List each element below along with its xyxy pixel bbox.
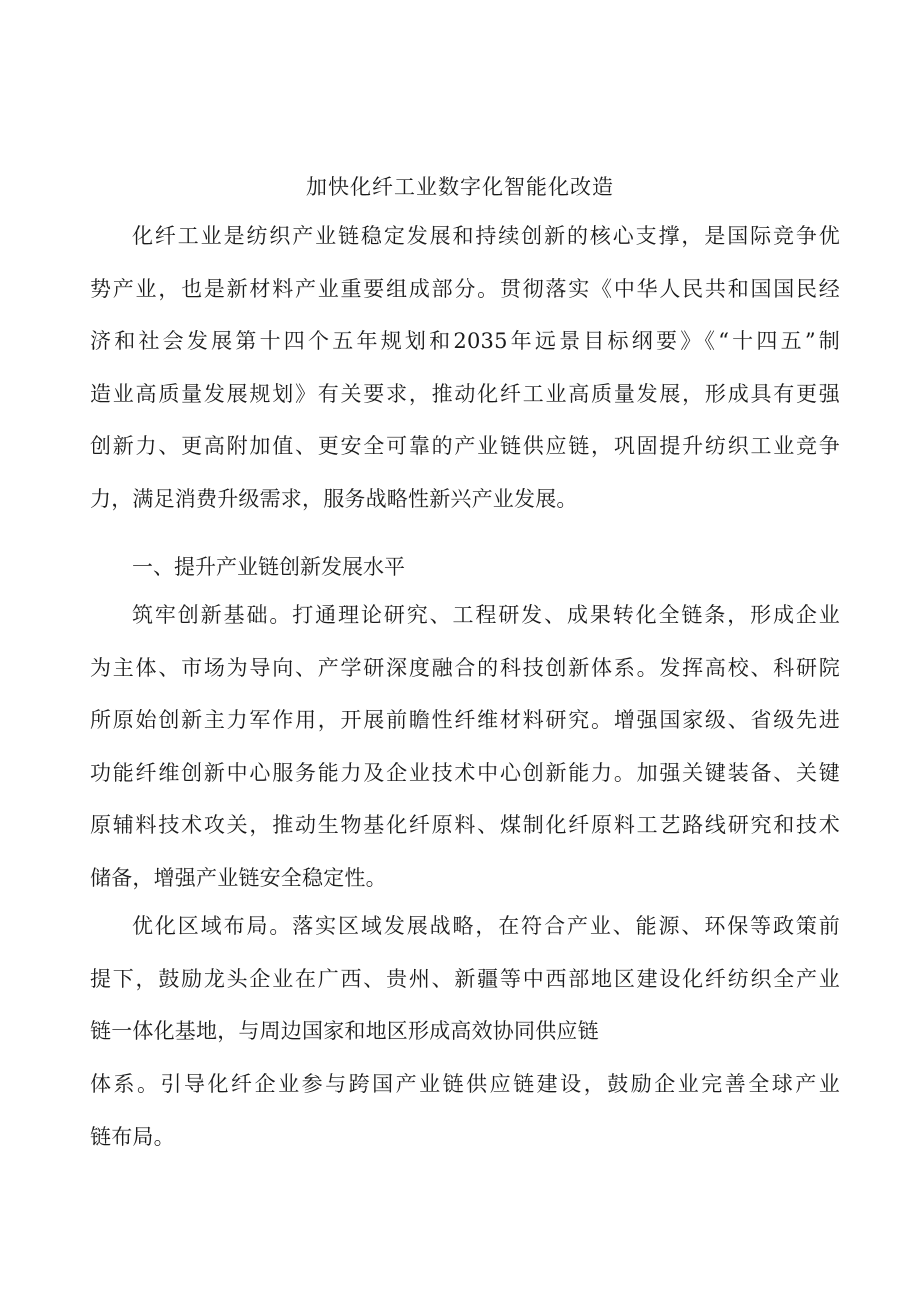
section-heading-1: 一、提升产业链创新发展水平 — [132, 555, 405, 579]
innovation-line-6: 储备，增强产业链安全稳定性。 — [90, 865, 387, 890]
intro-paragraph — [90, 210, 840, 526]
intro-line-6: 力，满足消费升级需求，服务战略性新兴产业发展。 — [90, 486, 578, 511]
layout-line-3: 链一体化基地，与周边国家和地区形成高效协同供应链 — [90, 1019, 599, 1044]
document-title: 加快化纤工业数字化智能化改造 — [306, 175, 614, 199]
intro-line-4: 造业高质量发展规划》有关要求，推动化纤工业高质量发展，形成具有更强 — [90, 381, 840, 406]
innovation-line-1: 筑牢创新基础。打通理论研究、工程研发、成果转化全链条，形成企业 — [132, 603, 840, 627]
layout-line-2: 提下，鼓励龙头企业在广西、贵州、新疆等中西部地区建设化纤纺织全产业 — [90, 966, 840, 991]
innovation-line-4: 功能纤维创新中心服务能力及企业技术中心创新能力。加强关键装备、关键 — [90, 760, 840, 785]
intro-line-1: 化纤工业是纺织产业链稳定发展和持续创新的核心支撑，是国际竞争优 — [132, 224, 840, 248]
layout-cont-line-2: 链布局。 — [90, 1124, 175, 1149]
innovation-line-5: 原辅料技术攻关，推动生物基化纤原料、煤制化纤原料工艺路线研究和技术 — [90, 813, 840, 838]
innovation-line-2: 为主体、市场为导向、产学研深度融合的科技创新体系。发挥高校、科研院 — [90, 655, 840, 680]
layout-paragraph — [90, 900, 840, 1058]
layout-paragraph-continued — [90, 1058, 840, 1163]
intro-line-5: 创新力、更高附加值、更安全可靠的产业链供应链，巩固提升纺织工业竞争 — [90, 434, 840, 459]
intro-line-2: 势产业，也是新材料产业重要组成部分。贯彻落实《中华人民共和国国民经 — [90, 276, 840, 301]
innovation-line-3: 所原始创新主力军作用，开展前瞻性纤维材料研究。增强国家级、省级先进 — [90, 708, 840, 733]
layout-line-1: 优化区域布局。落实区域发展战略，在符合产业、能源、环保等政策前 — [132, 914, 840, 938]
innovation-paragraph — [90, 589, 840, 905]
layout-cont-line-1: 体系。引导化纤企业参与跨国产业链供应链建设，鼓励企业完善全球产业 — [90, 1072, 840, 1096]
intro-line-3: 济和社会发展第十四个五年规划和2035年远景目标纲要》《“十四五”制 — [90, 329, 840, 354]
